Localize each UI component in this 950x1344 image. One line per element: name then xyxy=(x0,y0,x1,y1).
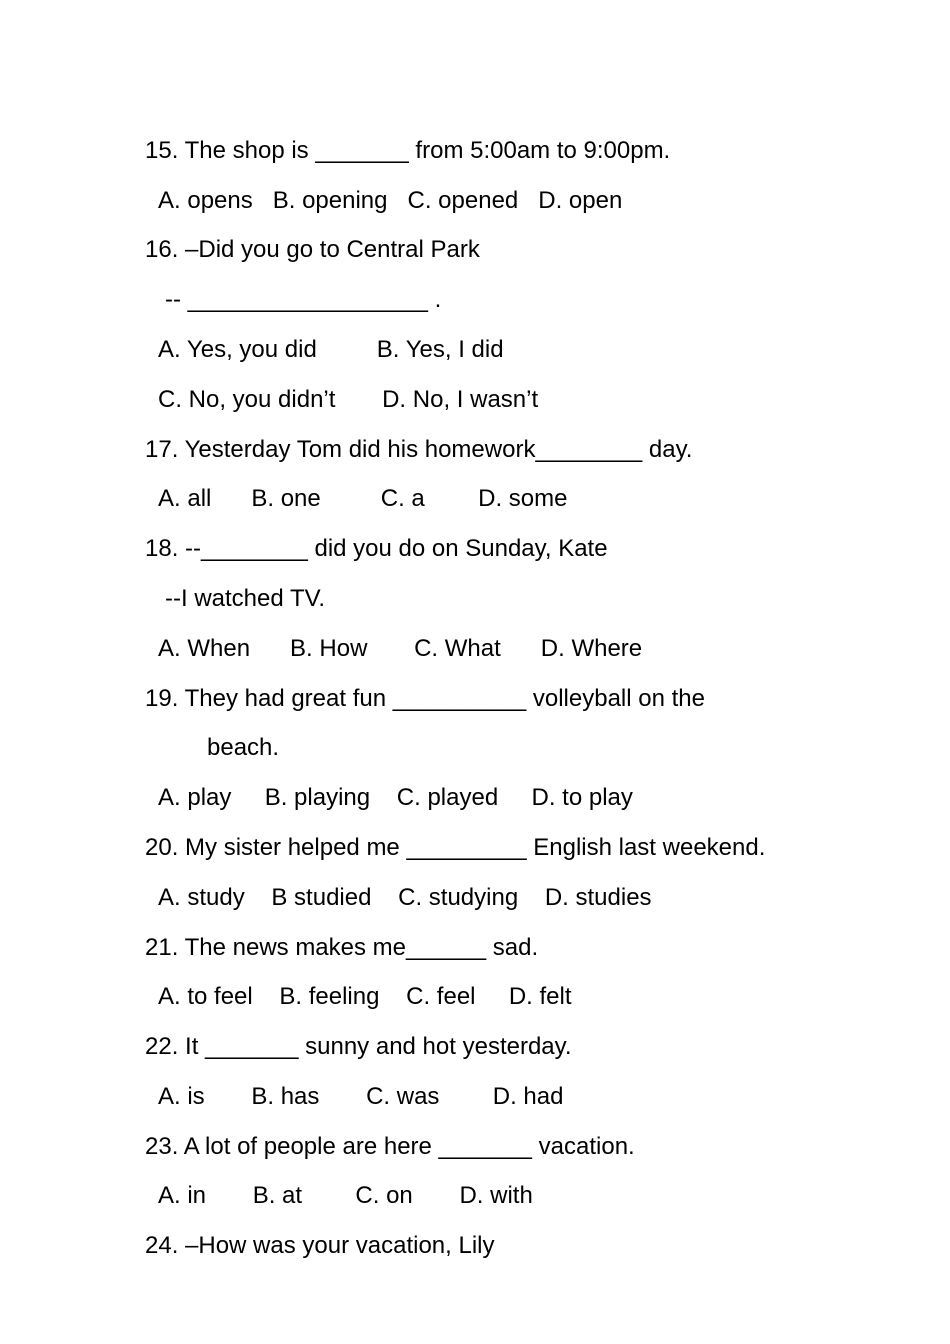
question-18-options: A. When B. How C. What D. Where xyxy=(158,635,643,662)
question-19-stem: 19. They had great fun __________ volleyball on the xyxy=(145,685,705,712)
question-16-reply: -- __________________ . xyxy=(165,286,442,313)
question-24-stem: 24. –How was your vacation, Lily xyxy=(145,1232,495,1259)
question-17-options: A. all B. one C. a D. some xyxy=(158,485,568,512)
question-21-options: A. to feel B. feeling C. feel D. felt xyxy=(158,983,572,1010)
question-22-options: A. is B. has C. was D. had xyxy=(158,1083,564,1110)
question-17-stem: 17. Yesterday Tom did his homework________ day. xyxy=(145,436,693,463)
question-18-stem: 18. --________ did you do on Sunday, Kate xyxy=(145,535,608,562)
question-20-stem: 20. My sister helped me _________ English last weekend. xyxy=(145,834,766,861)
question-15-options: A. opens B. opening C. opened D. open xyxy=(158,187,623,214)
question-23-stem: 23. A lot of people are here _______ vacation. xyxy=(145,1133,635,1160)
question-21-stem: 21. The news makes me______ sad. xyxy=(145,934,539,961)
question-22-stem: 22. It _______ sunny and hot yesterday. xyxy=(145,1033,572,1060)
question-18-reply: --I watched TV. xyxy=(165,585,326,612)
question-23-options: A. in B. at C. on D. with xyxy=(158,1182,533,1209)
question-19-stem-cont: beach. xyxy=(207,734,280,761)
question-16-options-1: A. Yes, you did B. Yes, I did xyxy=(158,336,504,363)
question-16-options-2: C. No, you didn’t D. No, I wasn’t xyxy=(158,386,539,413)
question-19-options: A. play B. playing C. played D. to play xyxy=(158,784,633,811)
question-20-options: A. study B studied C. studying D. studies xyxy=(158,884,652,911)
question-15-stem: 15. The shop is _______ from 5:00am to 9:00pm. xyxy=(145,137,671,164)
question-16-stem: 16. –Did you go to Central Park xyxy=(145,236,480,263)
